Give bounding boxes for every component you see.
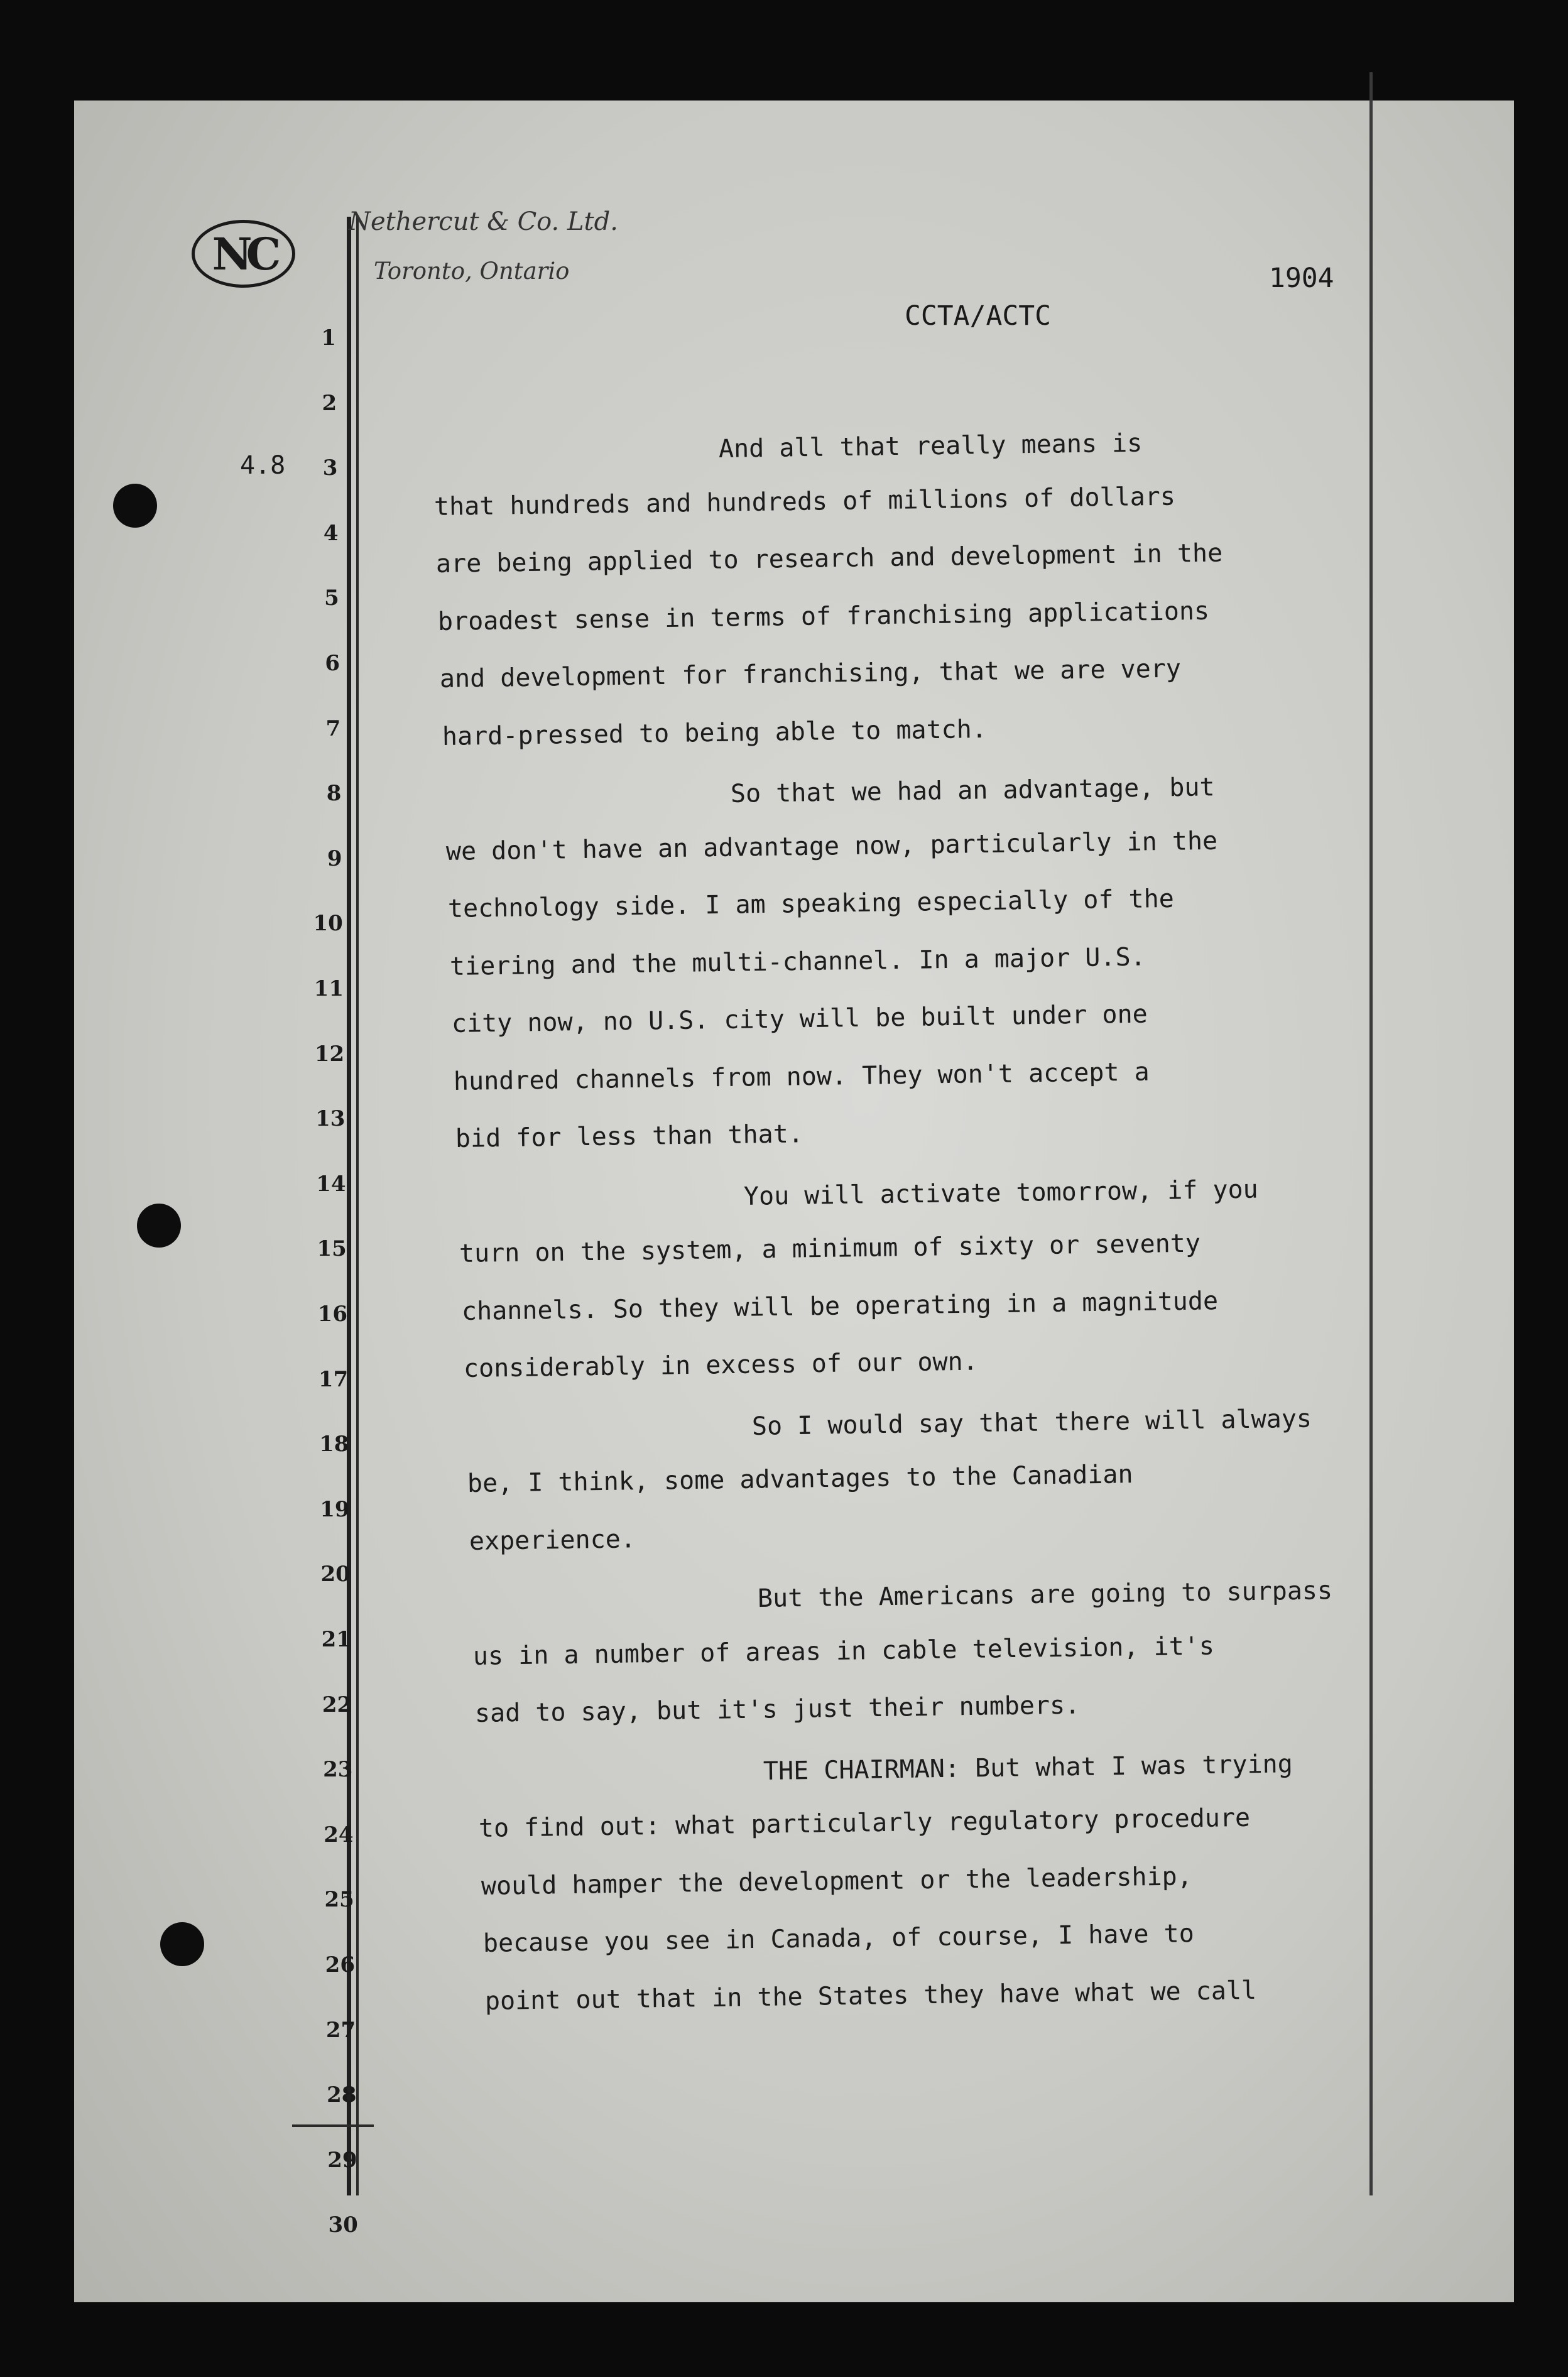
transcript-line: channels. So they will be operating in a magnitude [461, 1286, 1218, 1326]
transcript-line: point out that in the States they have what we call [484, 1976, 1257, 2016]
transcript-line: So that we had an advantage, but [730, 773, 1215, 808]
transcript-line: But the Americans are going to surpass [757, 1576, 1333, 1613]
line-number: 23 [323, 1757, 353, 1783]
punch-hole-bottom [160, 1922, 204, 1966]
line-number: 18 [319, 1432, 349, 1457]
transcript-line: THE CHAIRMAN: But what I was trying [763, 1749, 1293, 1786]
line-number: 28 [327, 2082, 357, 2108]
transcript-line: sad to say, but it's just their numbers. [474, 1690, 1081, 1728]
line-number: 25 [324, 1887, 354, 1913]
transcript-line: technology side. I am speaking especially of the [447, 884, 1174, 923]
line-number: 9 [327, 846, 342, 871]
transcript-line: we don't have an advantage now, particularly in the [445, 826, 1218, 866]
transcript-line: be, I think, some advantages to the Canadian [467, 1460, 1133, 1498]
transcript-line: experience. [469, 1524, 636, 1556]
line-number: 3 [322, 455, 338, 481]
logo-text: NC [212, 227, 275, 280]
line-number: 17 [318, 1366, 349, 1392]
line-number: 16 [317, 1302, 347, 1327]
transcript-line: turn on the system, a minimum of sixty or seventy [459, 1229, 1201, 1268]
marginal-note: 4.8 [240, 451, 286, 480]
bottom-margin-rule [292, 2124, 374, 2127]
punch-hole-top [113, 484, 157, 528]
page-number: 1904 [1269, 263, 1334, 294]
line-number: 21 [321, 1627, 351, 1652]
transcript-line: So I would say that there will always [751, 1404, 1312, 1441]
line-number: 11 [313, 976, 344, 1001]
transcript-line: would hamper the development or the leadership, [481, 1861, 1192, 1901]
line-number: 6 [325, 651, 340, 676]
transcript-line: that hundreds and hundreds of millions of dollars [433, 482, 1176, 521]
transcript-line: city now, no U.S. city will be built under one [451, 999, 1148, 1038]
line-number: 20 [320, 1562, 351, 1587]
line-number: 30 [328, 2212, 358, 2238]
line-number: 19 [320, 1496, 350, 1522]
transcript-line: broadest sense in terms of franchising applications [437, 596, 1210, 636]
left-margin-rule-inner [356, 217, 359, 2195]
transcript-line: and development for franchising, that we are very [440, 654, 1182, 694]
line-number: 27 [325, 2017, 356, 2043]
header-title: CCTA/ACTC [905, 300, 1051, 332]
line-number: 15 [317, 1236, 347, 1262]
transcript-line: us in a number of areas in cable television, it's [472, 1631, 1215, 1671]
line-number: 8 [326, 781, 342, 807]
line-number: 13 [315, 1106, 346, 1132]
line-number: 29 [327, 2147, 357, 2173]
line-number: 14 [316, 1171, 346, 1197]
punch-hole-middle [137, 1204, 181, 1248]
line-number: 1 [321, 325, 336, 351]
transcript-line: hard-pressed to being able to match. [442, 714, 987, 751]
letterhead-company: Nethercut & Co. Ltd. [349, 207, 618, 236]
line-number: 7 [325, 715, 341, 741]
company-logo [192, 220, 295, 288]
line-number: 12 [314, 1041, 345, 1067]
transcript-line: are being applied to research and development in the [435, 538, 1223, 579]
transcript-line: bid for less than that. [455, 1119, 804, 1153]
line-number: 10 [313, 911, 343, 937]
transcript-line: considerably in excess of our own. [463, 1347, 978, 1383]
line-number: 26 [325, 1952, 355, 1977]
line-number: 5 [324, 585, 339, 611]
transcript-line: hundred channels from now. They won't accept a [453, 1057, 1150, 1096]
transcript-line: because you see in Canada, of course, I have to [482, 1919, 1194, 1958]
transcript-line: And all that really means is [718, 428, 1143, 464]
line-number: 4 [323, 520, 339, 546]
line-number: 24 [324, 1822, 354, 1847]
transcript-line: tiering and the multi-channel. In a major U.S. [449, 942, 1146, 981]
right-margin-rule [1369, 72, 1373, 2195]
transcript-line: to find out: what particularly regulatory procedure [479, 1803, 1251, 1843]
line-number: 2 [322, 390, 337, 416]
line-number: 22 [322, 1692, 352, 1717]
letterhead-city: Toronto, Ontario [374, 258, 570, 285]
transcript-line: You will activate tomorrow, if you [743, 1175, 1259, 1211]
